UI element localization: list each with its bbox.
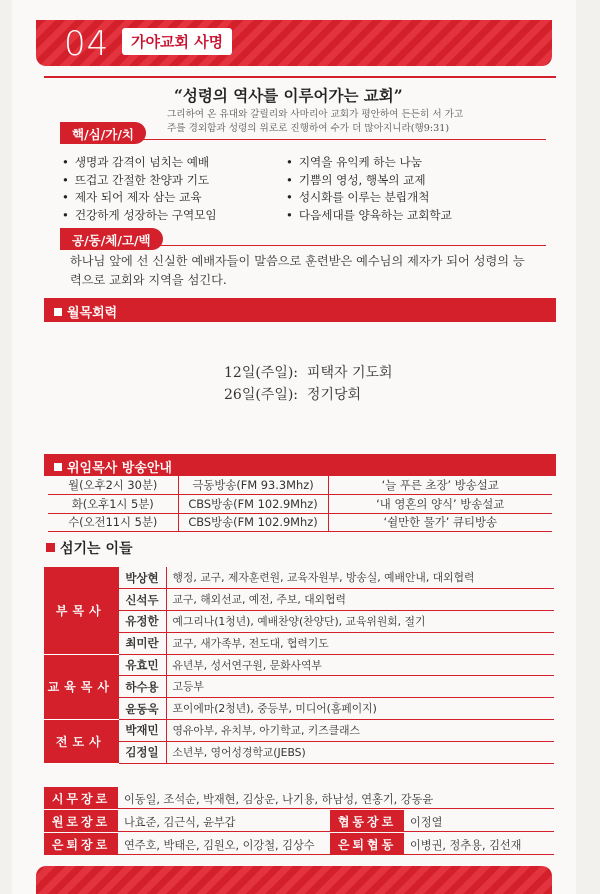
staff-duty: 유년부, 성서연구원, 문화사역부 [166, 654, 554, 676]
staff-name: 하수용 [118, 676, 166, 698]
table-row [48, 495, 552, 514]
event-item: 12일(주일): 피택자 기도회 [224, 365, 393, 381]
table-row [44, 611, 554, 633]
elder-names: 나효준, 김근식, 윤부갑 [124, 816, 236, 829]
core-values-right [286, 154, 452, 224]
core-values-tab: 핵/심/가/치 [60, 122, 146, 144]
broadcast-section-title: 위임목사 방송안내 [67, 461, 172, 476]
staff-name: 최미란 [118, 632, 166, 654]
core-value-item: • 성시화를 이루는 분립개척 [286, 189, 452, 207]
elder-names: 이동일, 조석순, 박재현, 김상운, 나기용, 하남성, 연홍기, 강동윤 [124, 793, 434, 806]
role-label: 시무장로 [44, 787, 118, 808]
verse-line: 그리하여 온 유대와 갈릴리와 사마리아 교회가 평안하여 든든히 서 가고 [167, 109, 464, 120]
event-item: 26일(주일): 정기당회 [224, 387, 362, 403]
core-value-item: • 제자 되어 제자 삼는 교육 [62, 189, 217, 207]
core-value-item: • 기쁨의 영성, 행복의 교제 [286, 172, 452, 190]
emeritus-elders-row [44, 810, 554, 832]
header-bar [36, 20, 552, 66]
core-value-item: • 다음세대를 양육하는 교회학교 [286, 207, 452, 225]
elder-names: 이정열 [410, 816, 443, 829]
core-value-item: • 뜨겁고 간절한 찬양과 기도 [62, 172, 217, 190]
staff-name: 유정한 [118, 611, 166, 633]
table-row [48, 513, 552, 532]
square-bullet-icon [46, 543, 55, 552]
table-row [44, 698, 554, 720]
table-row [44, 567, 554, 589]
vision-tab: 공/동/체/고/백 [60, 228, 163, 250]
core-value-item: • 건강하게 성장하는 구역모임 [62, 207, 217, 225]
square-bullet-icon [54, 463, 62, 471]
broadcast-table [48, 476, 552, 532]
table-row [44, 632, 554, 654]
staff-name: 박상현 [118, 567, 166, 589]
square-bullet-icon [54, 308, 62, 316]
staff-duty: 행정, 교구, 제자훈련원, 교육자원부, 방송실, 예배안내, 대외협력 [166, 567, 554, 589]
servants-heading [46, 538, 133, 558]
role-label: 은퇴장로 [44, 833, 118, 854]
broadcast-program: ‘내 영혼의 양식’ 방송설교 [328, 495, 552, 514]
table-row [48, 476, 552, 495]
broadcast-station: CBS방송(FM 102.9Mhz) [178, 513, 328, 532]
staff-table [44, 567, 554, 764]
section-number: 04 [64, 24, 110, 64]
monthly-section-title: 월목회력 [67, 306, 118, 321]
role-label: 교육목사 [44, 654, 118, 719]
staff-duty: 소년부, 영어성경학교(JEBS) [166, 741, 554, 763]
table-row [44, 654, 554, 676]
staff-duty: 예그리나(1청년), 예배찬양(찬양단), 교육위원회, 절기 [166, 611, 554, 633]
staff-duty: 교구, 새가족부, 전도대, 협력기도 [166, 632, 554, 654]
retired-elders-row [44, 833, 554, 855]
servants-title: 섬기는 이들 [60, 541, 133, 557]
table-row [44, 741, 554, 763]
footer-bar [36, 866, 552, 894]
broadcast-time: 수(오전11시 5분) [48, 513, 178, 532]
staff-duty: 포이에마(2청년), 중등부, 미디어(홈페이지) [166, 698, 554, 720]
vision-statement: 하나님 앞에 선 신실한 예배자들이 말씀으로 훈련받은 예수님의 제자가 되어 성령의 능력으로 교회와 지역을 섬긴다. [70, 254, 525, 287]
table-row [44, 589, 554, 611]
staff-name: 윤동욱 [118, 698, 166, 720]
broadcast-program: ‘쉴만한 물가’ 큐티방송 [328, 513, 552, 532]
role-label: 원로장로 [44, 810, 118, 831]
staff-duty: 영유아부, 유치부, 아기학교, 키즈클래스 [166, 720, 554, 742]
staff-duty: 고등부 [166, 676, 554, 698]
senior-elders-row [44, 787, 554, 809]
staff-duty: 교구, 해외선교, 예전, 주보, 대외협력 [166, 589, 554, 611]
elder-names: 연주호, 박태은, 김원오, 이강철, 김상수 [124, 839, 315, 852]
staff-name: 유효민 [118, 654, 166, 676]
section-title: 가야교회 사명 [122, 28, 232, 55]
broadcast-station: 극동방송(FM 93.3Mhz) [178, 476, 328, 495]
elder-names: 이병권, 정추용, 김선재 [410, 839, 522, 852]
role-label: 협동장로 [330, 810, 404, 831]
church-motto: “성령의 역사를 이루어가는 교회” [174, 86, 403, 105]
role-label: 부목사 [44, 567, 118, 654]
broadcast-time: 월(오후2시 30분) [48, 476, 178, 495]
staff-name: 신석두 [118, 589, 166, 611]
role-label: 전도사 [44, 720, 118, 764]
role-label: 은퇴협동 [330, 833, 404, 854]
scripture-verse [167, 108, 497, 136]
staff-name: 김정일 [118, 741, 166, 763]
broadcast-station: CBS방송(FM 102.9Mhz) [178, 495, 328, 514]
core-values-left [62, 154, 217, 224]
monthly-events [224, 362, 393, 406]
staff-name: 박재민 [118, 720, 166, 742]
broadcast-time: 화(오후1시 5분) [48, 495, 178, 514]
broadcast-program: ‘늘 푸른 초장’ 방송설교 [328, 476, 552, 495]
table-row [44, 676, 554, 698]
core-value-item: • 지역을 유익케 하는 나눔 [286, 154, 452, 172]
broadcast-section-bar [44, 454, 556, 476]
core-value-item: • 생명과 감격이 넘치는 예배 [62, 154, 217, 172]
table-row [44, 720, 554, 742]
verse-line: 주를 경외함과 성령의 위로로 진행하여 수가 더 많아지니라(행9:31) [167, 123, 450, 134]
monthly-section-bar [44, 298, 556, 322]
